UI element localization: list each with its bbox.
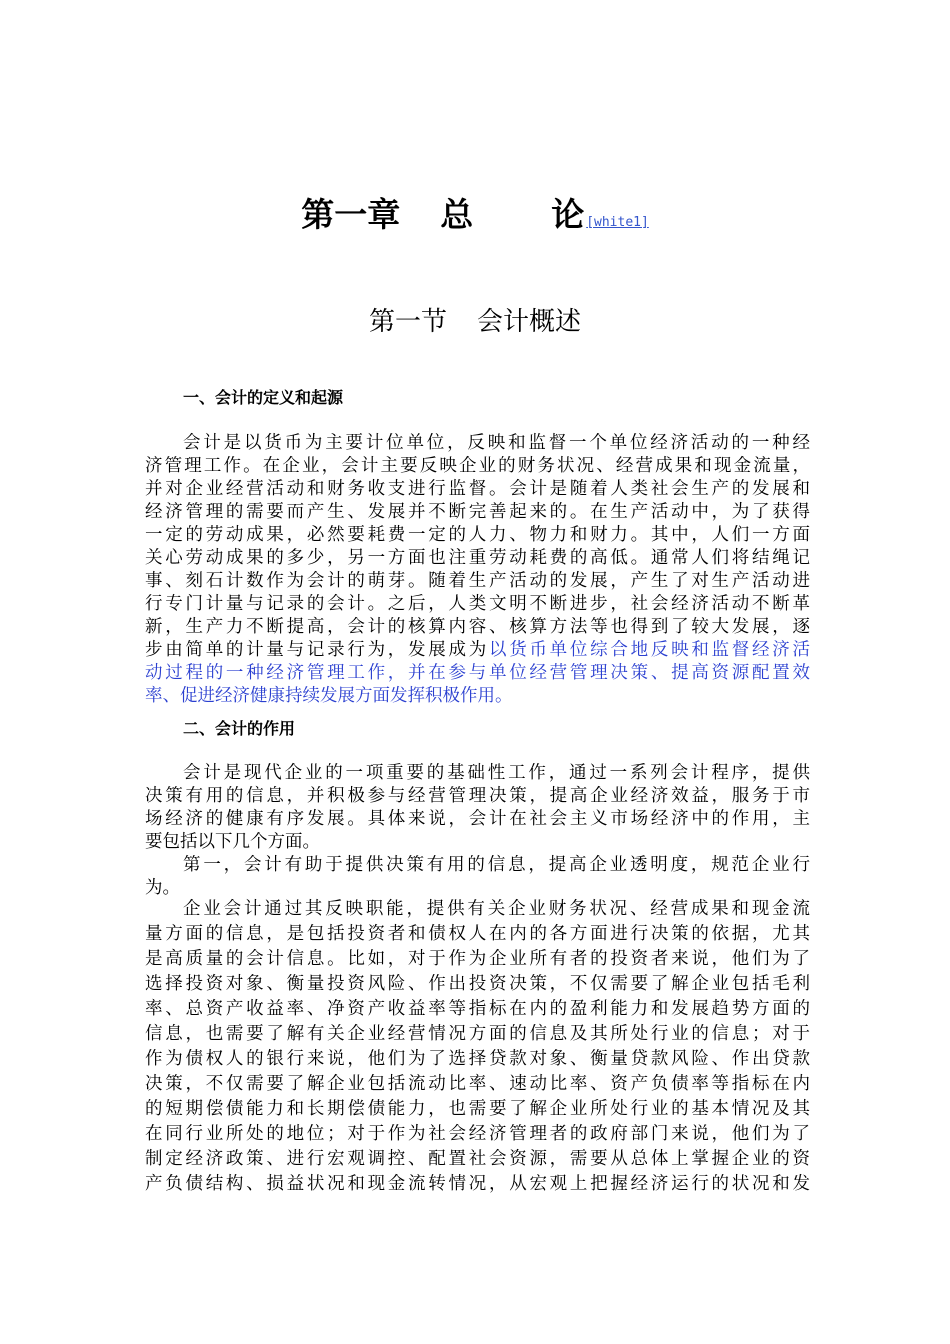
- paragraph-line: 经济管理的需要而产生、发展并不断完善起来的。在生产活动中，为了获得: [145, 502, 810, 522]
- paragraph-line: 产负债结构、损益状况和现金流转情况，从宏观上把握经济运行的状况和发: [145, 1174, 810, 1194]
- highlighted-definition-line: [145, 662, 810, 684]
- chapter-title-number: 第一章: [301, 195, 401, 234]
- highlighted-definition-text: 率、促进经济健康持续发展方面发挥积极作用。: [145, 686, 513, 706]
- paragraph-line: 第一，会计有助于提供决策有用的信息，提高企业透明度，规范企业行: [183, 855, 810, 875]
- paragraph-line: 场经济的健康有序发展。具体来说，会计在社会主义市场经济中的作用，主: [145, 809, 810, 829]
- chapter-title-char-2: 论: [551, 195, 585, 234]
- highlighted-definition-line: [145, 685, 810, 707]
- paragraph-line: 作为债权人的银行来说，他们为了选择贷款对象、衡量贷款风险、作出贷款: [145, 1049, 810, 1069]
- paragraph-line: 企业会计通过其反映职能，提供有关企业财务状况、经营成果和现金流: [183, 899, 810, 919]
- paragraph-line: 关心劳动成果的多少，另一方面也注重劳动耗费的高低。通常人们将结绳记: [145, 548, 810, 568]
- paragraph-text: 步由简单的计量与记录行为，发展成为: [145, 640, 489, 660]
- paragraph-line: 信息，也需要了解有关企业经营情况方面的信息及其所处行业的信息；对于: [145, 1024, 810, 1044]
- paragraph-line: 的短期偿债能力和长期偿债能力，也需要了解企业所处行业的基本情况及其: [145, 1099, 810, 1119]
- paragraph-line: 率、总资产收益率、净资产收益率等指标在内的盈利能力和发展趋势方面的: [145, 999, 810, 1019]
- paragraph-line: 在同行业所处的地位；对于作为社会经济管理者的政府部门来说，他们为了: [145, 1124, 810, 1144]
- comment-reference-link[interactable]: [white1]: [586, 215, 649, 230]
- section-title: [0, 304, 950, 340]
- paragraph-line: 为。: [145, 878, 180, 898]
- paragraph-line: 选择投资对象、衡量投资风险、作出投资决策，不仅需要了解企业包括毛利: [145, 974, 810, 994]
- paragraph-line: 决策有用的信息，并积极参与经营管理决策，提高企业经济效益，服务于市: [145, 786, 810, 806]
- paragraph-line: 一定的劳动成果，必然要耗费一定的人力、物力和财力。其中，人们一方面: [145, 525, 810, 545]
- paragraph-line: 并对企业经营活动和财务收支进行监督。会计是随着人类社会生产的发展和: [145, 479, 810, 499]
- paragraph-line: 制定经济政策、进行宏观调控、配置社会资源，需要从总体上掌握企业的资: [145, 1149, 810, 1169]
- highlighted-definition-text: 动过程的一种经济管理工作，并在参与单位经营管理决策、提高资源配置效: [145, 663, 810, 683]
- paragraph-line: 事、刻石计数作为会计的萌芽。随着生产活动的发展，产生了对生产活动进: [145, 571, 810, 591]
- paragraph-line: 行专门计量与记录的会计。之后，人类文明不断进步，社会经济活动不断革: [145, 594, 810, 614]
- highlighted-definition-text: 以货币单位综合地反映和监督经济活: [488, 640, 810, 660]
- paragraph-line: 新，生产力不断提高，会计的核算内容、核算方法等也得到了较大发展，逐: [145, 617, 810, 637]
- chapter-title-char-1: 总: [440, 195, 474, 234]
- paragraph-line: 量方面的信息，是包括投资者和债权人在内的各方面进行决策的依据，尤其: [145, 924, 810, 944]
- paragraph-line: 会计是以货币为主要计位单位，反映和监督一个单位经济活动的一种经: [183, 433, 810, 453]
- subheading-definition: 一、会计的定义和起源: [183, 388, 344, 407]
- subheading-role: 二、会计的作用: [183, 719, 296, 738]
- paragraph-line-mixed: [145, 639, 810, 661]
- paragraph-line: 决策，不仅需要了解企业包括流动比率、速动比率、资产负债率等指标在内: [145, 1074, 810, 1094]
- paragraph-line: 要包括以下几个方面。: [145, 832, 320, 852]
- paragraph-line: 是高质量的会计信息。比如，对于作为企业所有者的投资者来说，他们为了: [145, 949, 810, 969]
- paragraph-line: 会计是现代企业的一项重要的基础性工作，通过一系列会计程序，提供: [183, 763, 810, 783]
- paragraph-line: 济管理工作。在企业，会计主要反映企业的财务状况、经营成果和现金流量，: [145, 456, 810, 476]
- section-name: 会计概述: [477, 307, 582, 337]
- chapter-title: [0, 192, 950, 246]
- section-number: 第一节: [368, 307, 447, 337]
